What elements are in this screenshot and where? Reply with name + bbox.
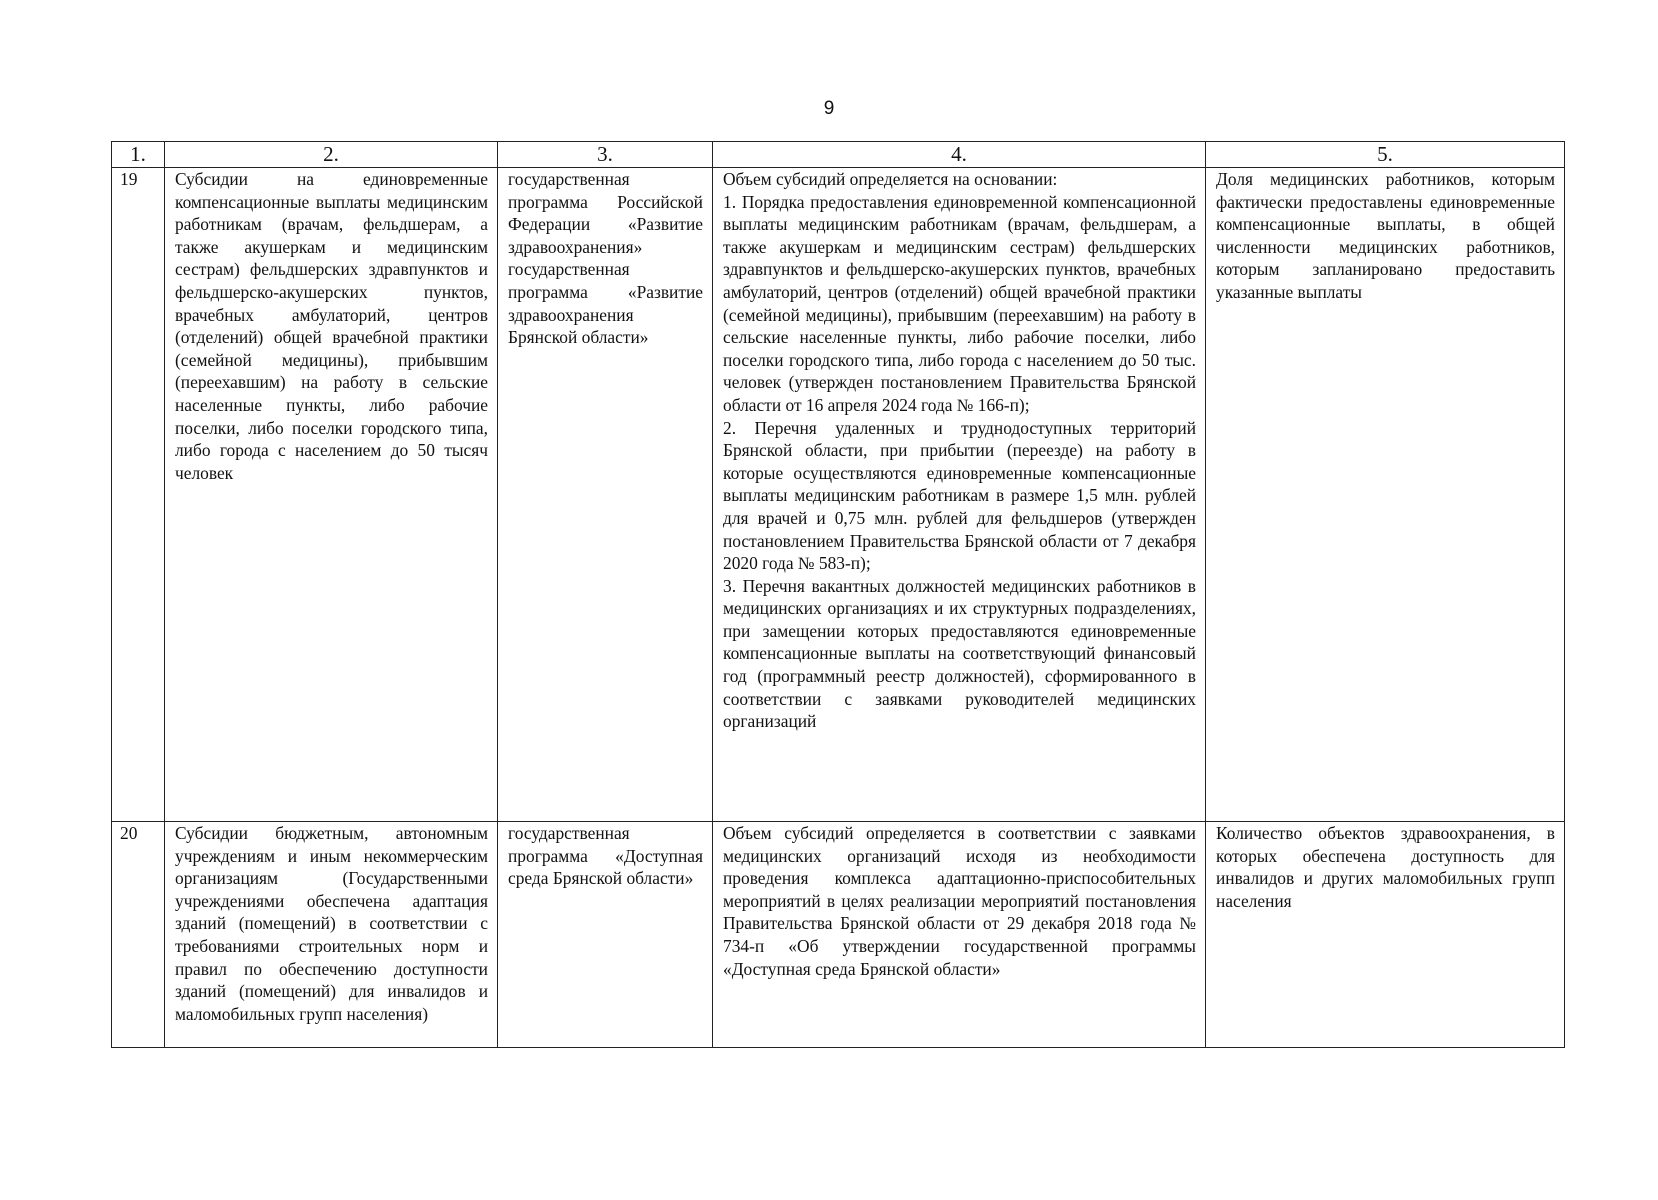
column-header-2: 2. — [165, 142, 498, 168]
column-header-5: 5. — [1206, 142, 1565, 168]
table-header-row — [112, 142, 1565, 168]
subsidy-name: Субсидии на единовременные компенсационные выплаты медицинским работникам (врачам, фельдшерам, а также акушеркам и медицинским сестрам) фельдшерских здравпунктов и фельдшерско-акушерских пунктов, врачебных амбулаторий, центров (отделений) общей врачебной практики (семейной медицины), прибывшим (переехавшим) на работу в сельские населенные пункты, либо рабочие поселки, либо поселки городского типа, либо города с населением до 50 тысяч человек — [165, 168, 498, 822]
state-program: государственная программа Российской Федерации «Развитие здравоохранения» государственная программа «Развитие здравоохранения Брянской области» — [498, 168, 713, 822]
row-number: 19 — [112, 168, 165, 822]
subsidy-basis — [713, 168, 1206, 822]
row-number: 20 — [112, 822, 165, 1048]
table-row — [112, 822, 1565, 1048]
basis-intro: Объем субсидий определяется в соответствии с заявками медицинских организаций исходя из необходимости проведения комплекса адаптационно-приспособительных мероприятий в целях реализации мероприятий постановления Правительства Брянской области от 29 декабря 2018 года № 734-п «Об утверждении государственной программы «Доступная среда Брянской области» — [723, 823, 1196, 979]
basis-item: 2. Перечня удаленных и труднодоступных территорий Брянской области, при прибытии (переезде) на работу в которые осуществляются единовременные компенсационные выплаты медицинским работникам в размере 1,5 млн. рублей для врачей и 0,75 млн. рублей для фельдшеров (утвержден постановлением Правительства Брянской области от 7 декабря 2020 года № 583-п); — [723, 417, 1196, 574]
column-header-3: 3. — [498, 142, 713, 168]
result-indicator: Количество объектов здравоохранения, в которых обеспечена доступность для инвалидов и других маломобильных групп населения — [1206, 822, 1565, 1048]
basis-item: 3. Перечня вакантных должностей медицинских работников в медицинских организациях и их структурных подразделениях, при замещении которых предоставляются единовременные компенсационные выплаты на соответствующий финансовый год (программный реестр должностей), сформированного в соответствии с заявками руководителей медицинских организаций — [723, 575, 1196, 732]
subsidies-table — [111, 141, 1565, 1048]
result-indicator: Доля медицинских работников, которым фактически предоставлены единовременные компенсационные выплаты, в общей численности медицинских работников, которым запланировано предоставить указанные выплаты — [1206, 168, 1565, 822]
column-header-1: 1. — [112, 142, 165, 168]
state-program: государственная программа «Доступная среда Брянской области» — [498, 822, 713, 1048]
table-row — [112, 168, 1565, 822]
page-number: 9 — [823, 98, 835, 119]
basis-intro: Объем субсидий определяется на основании: — [723, 169, 1058, 189]
basis-item: 1. Порядка предоставления единовременной компенсационной выплаты медицинским работникам (врачам, фельдшерам, а также акушеркам и медицинским сестрам) фельдшерских здравпунктов и фельдшерско-акушерских пунктов, врачебных амбулаторий, центров (отделений) общей врачебной практики (семейной медицины), прибывшим (переехавшим) на работу в сельские населенные пункты, либо рабочие поселки, либо поселки городского типа, либо города с населением до 50 тыс. человек (утвержден постановлением Правительства Брянской области от 16 апреля 2024 года № 166-п); — [723, 191, 1196, 415]
column-header-4: 4. — [713, 142, 1206, 168]
subsidy-name: Субсидии бюджетным, автономным учреждениям и иным некоммерческим организациям (Государственными учреждениями обеспечена адаптация зданий (помещений) в соответствии с требованиями строительных норм и правил по обеспечению доступности зданий (помещений) для инвалидов и маломобильных групп населения) — [165, 822, 498, 1048]
subsidy-basis — [713, 822, 1206, 1048]
